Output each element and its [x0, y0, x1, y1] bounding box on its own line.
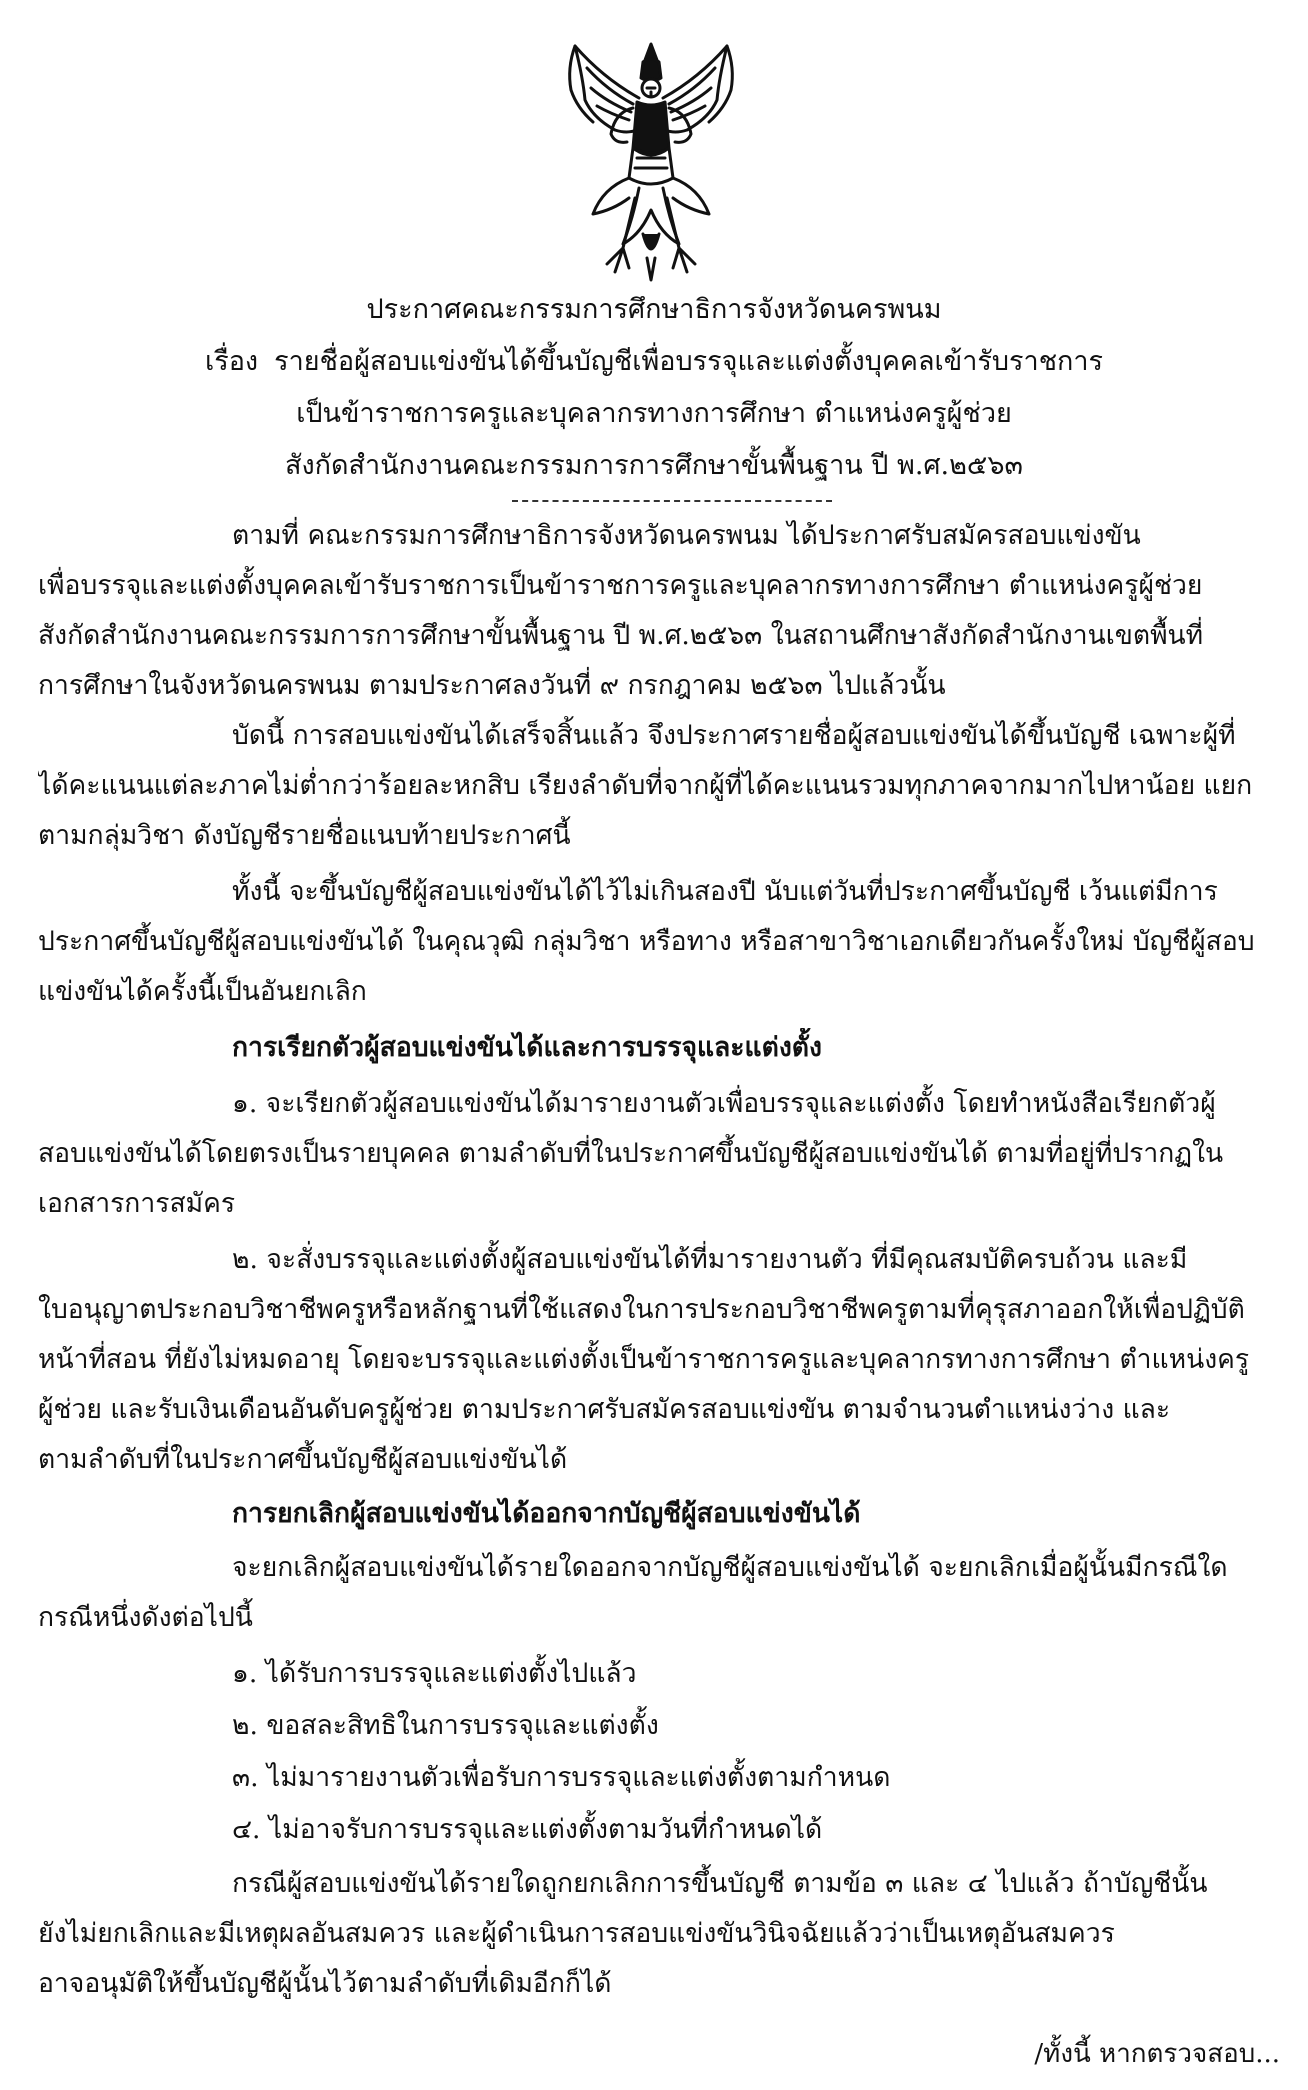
body-line: เอกสารการสมัคร: [38, 1188, 236, 1219]
body-line: ยังไม่ยกเลิกและมีเหตุผลอันสมควร และผู้ดำเนินการสอบแข่งขันวินิจฉัยแล้วว่าเป็นเหตุอันสมควร: [38, 1918, 1115, 1949]
body-line: ตามลำดับที่ในประกาศขึ้นบัญชีผู้สอบแข่งขันได้: [38, 1444, 568, 1475]
body-line: อาจอนุมัติให้ขึ้นบัญชีผู้นั้นไว้ตามลำดับที่เดิมอีกก็ได้: [38, 1968, 612, 1999]
body-line: เพื่อบรรจุและแต่งตั้งบุคคลเข้ารับราชการเป็นข้าราชการครูและบุคลากรทางการศึกษา ตำแหน่งครูผู้ช่วย: [38, 570, 1203, 601]
body-line: ตามกลุ่มวิชา ดังบัญชีรายชื่อแนบท้ายประกาศนี้: [38, 820, 571, 851]
body-line: กรณีผู้สอบแข่งขันได้รายใดถูกยกเลิกการขึ้นบัญชี ตามข้อ ๓ และ ๔ ไปแล้ว ถ้าบัญชีนั้น: [232, 1868, 1208, 1899]
list-item: ๔. ไม่อาจรับการบรรจุและแต่งตั้งตามวันที่กำหนดได้: [232, 1814, 823, 1845]
body-line: ได้คะแนนแต่ละภาคไม่ต่ำกว่าร้อยละหกสิบ เรียงลำดับที่จากผู้ที่ได้คะแนนรวมทุกภาคจากมากไปหาน้อย แยก: [38, 770, 1253, 801]
body-line: ๑. จะเรียกตัวผู้สอบแข่งขันได้มารายงานตัวเพื่อบรรจุและแต่งตั้ง โดยทำหนังสือเรียกตัวผู้: [232, 1088, 1216, 1119]
continuation-note: /ทั้งนี้ หากตรวจสอบ...: [1034, 2039, 1280, 2069]
subject-line-3: สังกัดสำนักงานคณะกรรมการการศึกษาขั้นพื้นฐาน ปี พ.ศ.๒๕๖๓: [285, 450, 1023, 481]
body-line: ประกาศขึ้นบัญชีผู้สอบแข่งขันได้ ในคุณวุฒิ กลุ่มวิชา หรือทาง หรือสาขาวิชาเอกเดียวกันครั้งใหม่ บัญชีผู้สอบ: [38, 926, 1255, 957]
body-line: ใบอนุญาตประกอบวิชาชีพครูหรือหลักฐานที่ใช้แสดงในการประกอบวิชาชีพครูตามที่คุรุสภาออกให้เพื่อปฏิบัติ: [38, 1294, 1245, 1325]
body-line: ตามที่ คณะกรรมการศึกษาธิการจังหวัดนครพนม ได้ประกาศรับสมัครสอบแข่งขัน: [232, 520, 1141, 551]
section-heading: การเรียกตัวผู้สอบแข่งขันได้และการบรรจุและแต่งตั้ง: [232, 1032, 822, 1063]
subject-text: รายชื่อผู้สอบแข่งขันได้ขึ้นบัญชีเพื่อบรรจุและแต่งตั้งบุคคลเข้ารับราชการ: [274, 346, 1104, 377]
list-item: ๑. ได้รับการบรรจุและแต่งตั้งไปแล้ว: [232, 1658, 637, 1689]
body-line: หน้าที่สอน ที่ยังไม่หมดอายุ โดยจะบรรจุและแต่งตั้งเป็นข้าราชการครูและบุคลากรทางการศึกษา ตำแหน่งครู: [38, 1344, 1250, 1375]
title-divider: [512, 500, 832, 502]
body-line: บัดนี้ การสอบแข่งขันได้เสร็จสิ้นแล้ว จึงประกาศรายชื่อผู้สอบแข่งขันได้ขึ้นบัญชี เฉพาะผู้ที่: [232, 720, 1236, 751]
list-item: ๒. ขอสละสิทธิในการบรรจุและแต่งตั้ง: [232, 1710, 659, 1741]
subject-line-2: เป็นข้าราชการครูและบุคลากรทางการศึกษา ตำแหน่งครูผู้ช่วย: [296, 398, 1012, 429]
body-line: แข่งขันได้ครั้งนี้เป็นอันยกเลิก: [38, 976, 367, 1007]
body-line: สังกัดสำนักงานคณะกรรมการการศึกษาขั้นพื้นฐาน ปี พ.ศ.๒๕๖๓ ในสถานศึกษาสังกัดสำนักงานเขตพื้นที่: [38, 620, 1204, 651]
body-line: การศึกษาในจังหวัดนครพนม ตามประกาศลงวันที่ ๙ กรกฎาคม ๒๕๖๓ ไปแล้วนั้น: [38, 670, 946, 701]
body-line: ผู้ช่วย และรับเงินเดือนอันดับครูผู้ช่วย ตามประกาศรับสมัครสอบแข่งขัน ตามจำนวนตำแหน่งว่าง และ: [38, 1394, 1171, 1425]
announcement-title: ประกาศคณะกรรมการศึกษาธิการจังหวัดนครพนม: [366, 294, 942, 325]
body-line: ทั้งนี้ จะขึ้นบัญชีผู้สอบแข่งขันได้ไว้ไม่เกินสองปี นับแต่วันที่ประกาศขึ้นบัญชี เว้นแต่มีการ: [232, 876, 1218, 907]
body-line: ๒. จะสั่งบรรจุและแต่งตั้งผู้สอบแข่งขันได้ที่มารายงานตัว ที่มีคุณสมบัติครบถ้วน และมี: [232, 1244, 1188, 1275]
subject-line: [0, 340, 1308, 384]
subject-label: เรื่อง: [204, 346, 259, 377]
section-heading: การยกเลิกผู้สอบแข่งขันได้ออกจากบัญชีผู้สอบแข่งขันได้: [232, 1498, 861, 1529]
body-line: สอบแข่งขันได้โดยตรงเป็นรายบุคคล ตามลำดับที่ในประกาศขึ้นบัญชีผู้สอบแข่งขันได้ ตามที่อยู่ที่ปรากฏใน: [38, 1138, 1224, 1169]
body-line: กรณีหนึ่งดังต่อไปนี้: [38, 1602, 253, 1633]
list-item: ๓. ไม่มารายงานตัวเพื่อรับการบรรจุและแต่งตั้งตามกำหนด: [232, 1762, 891, 1793]
garuda-emblem-icon: [563, 38, 739, 284]
body-line: จะยกเลิกผู้สอบแข่งขันได้รายใดออกจากบัญชีผู้สอบแข่งขันได้ จะยกเลิกเมื่อผู้นั้นมีกรณีใด: [232, 1552, 1228, 1583]
